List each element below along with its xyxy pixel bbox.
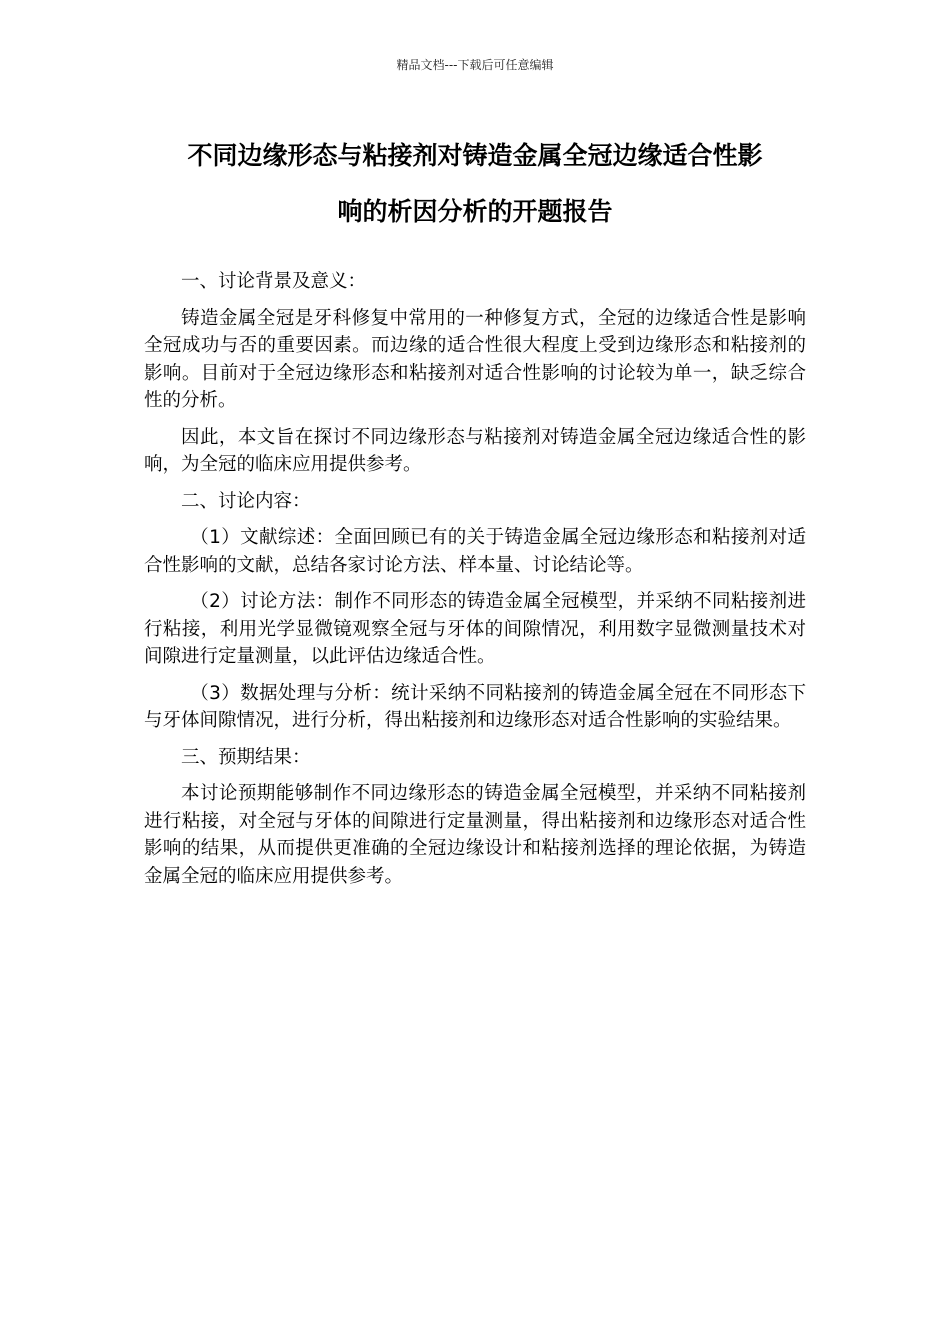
document-title [140,128,810,240]
section-heading-background: 一、讨论背景及意义： [181,271,367,292]
document-title-line-2: 响的析因分析的开题报告 [337,197,613,226]
page-header-note: 精品文档---下载后可任意编辑 [396,58,554,72]
section-heading-expected-results: 三、预期结果： [181,746,311,768]
paragraph-content-method: （2）讨论方法：制作不同形态的铸造金属全冠模型，并采纳不同粘接剂进行粘接，利用光学显微镜观察全冠与牙体的间隙情况，利用数字显微测量技术对间隙进行定量测量，以此评估边缘适合性。 [144,591,806,667]
document-title-line-1: 不同边缘形态与粘接剂对铸造金属全冠边缘适合性影 [187,141,763,170]
paragraph-background-1: 铸造金属全冠是牙科修复中常用的一种修复方式，全冠的边缘适合性是影响全冠成功与否的重要因素。而边缘的适合性很大程度上受到边缘形态和粘接剂的影响。目前对于全冠边缘形态和粘接剂对适合性影响的讨论较为单一，缺乏综合性的分析。 [144,307,806,411]
paragraph-expected-results: 本讨论预期能够制作不同边缘形态的铸造金属全冠模型，并采纳不同粘接剂进行粘接，对全冠与牙体的间隙进行定量测量，得出粘接剂和边缘形态对适合性影响的结果，从而提供更准确的全冠边缘设计和粘接剂选择的理论依据，为铸造金属全冠的临床应用提供参考。 [144,783,806,887]
document-body [144,268,806,899]
paragraph-content-literature-review: （1）文献综述：全面回顾已有的关于铸造金属全冠边缘形态和粘接剂对适合性影响的文献，总结各家讨论方法、样本量、讨论结论等。 [144,527,806,576]
section-heading-content: 二、讨论内容： [181,490,311,512]
paragraph-content-data-analysis: （3）数据处理与分析：统计采纳不同粘接剂的铸造金属全冠在不同形态下与牙体间隙情况，进行分析，得出粘接剂和边缘形态对适合性影响的实验结果。 [144,682,806,731]
paragraph-background-2: 因此，本文旨在探讨不同边缘形态与粘接剂对铸造金属全冠边缘适合性的影响，为全冠的临床应用提供参考。 [144,426,806,475]
